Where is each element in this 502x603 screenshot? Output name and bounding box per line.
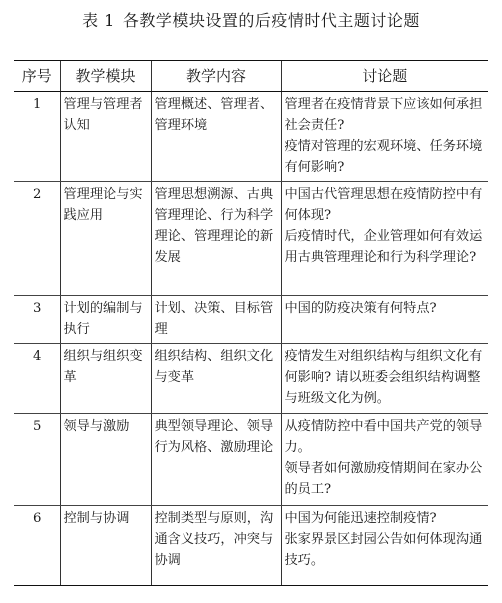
row-module: 管理与管理者认知 [60,92,151,182]
discussion-question: 疫情对管理的宏观环境、任务环境有何影响? [284,139,483,175]
row-module: 领导与激励 [60,414,151,506]
row-content: 计划、决策、目标管理 [151,296,281,344]
table-row [14,414,488,506]
row-discussion [281,344,488,414]
row-module: 控制与协调 [60,506,151,586]
header-discussion: 讨论题 [281,61,488,92]
header-module: 教学模块 [60,61,151,92]
row-content: 典型领导理论、领导行为风格、激励理论 [151,414,281,506]
discussion-question: 管理者在疫情背景下应该如何承担社会责任? [284,97,483,133]
row-discussion [281,296,488,344]
row-content: 管理思想溯源、古典管理理论、行为科学理论、管理理论的新发展 [151,182,281,296]
row-module: 管理理论与实践应用 [60,182,151,296]
table-number: 表 1 [82,11,115,30]
table-row [14,506,488,586]
table-title: 各教学模块设置的后疫情时代主题讨论题 [122,11,420,30]
table-row [14,344,488,414]
discussion-question: 中国的防疫决策有何特点? [284,301,437,316]
discussion-question: 中国古代管理思想在疫情防控中有何体现? [284,187,483,223]
header-index: 序号 [14,61,60,92]
row-module: 组织与组织变革 [60,344,151,414]
table-header-row [14,61,488,92]
row-index: 1 [14,92,60,182]
discussion-question: 中国为何能迅速控制疫情? [284,511,437,526]
row-discussion [281,506,488,586]
course-module-table [14,60,488,586]
row-discussion [281,92,488,182]
table-caption [0,8,502,31]
row-content: 控制类型与原则，沟通含义技巧，冲突与协调 [151,506,281,586]
row-content: 组织结构、组织文化与变革 [151,344,281,414]
row-index: 5 [14,414,60,506]
row-index: 4 [14,344,60,414]
table-row [14,182,488,296]
discussion-question: 从疫情防控中看中国共产党的领导力。 [284,419,483,455]
row-discussion [281,182,488,296]
discussion-question: 疫情发生对组织结构与组织文化有何影响? 请以班委会组织结构调整与班级文化为例。 [284,349,483,406]
discussion-question: 领导者如何激励疫情期间在家办公的员工? [284,461,483,497]
discussion-question: 后疫情时代，企业管理如何有效运用古典管理理论和行为科学理论? [284,229,483,265]
row-index: 6 [14,506,60,586]
row-index: 2 [14,182,60,296]
table-row [14,92,488,182]
row-module: 计划的编制与执行 [60,296,151,344]
row-discussion [281,414,488,506]
table-row [14,296,488,344]
row-index: 3 [14,296,60,344]
header-content: 教学内容 [151,61,281,92]
discussion-question: 张家界景区封园公告如何体现沟通技巧。 [284,532,483,568]
row-content: 管理概述、管理者、管理环境 [151,92,281,182]
